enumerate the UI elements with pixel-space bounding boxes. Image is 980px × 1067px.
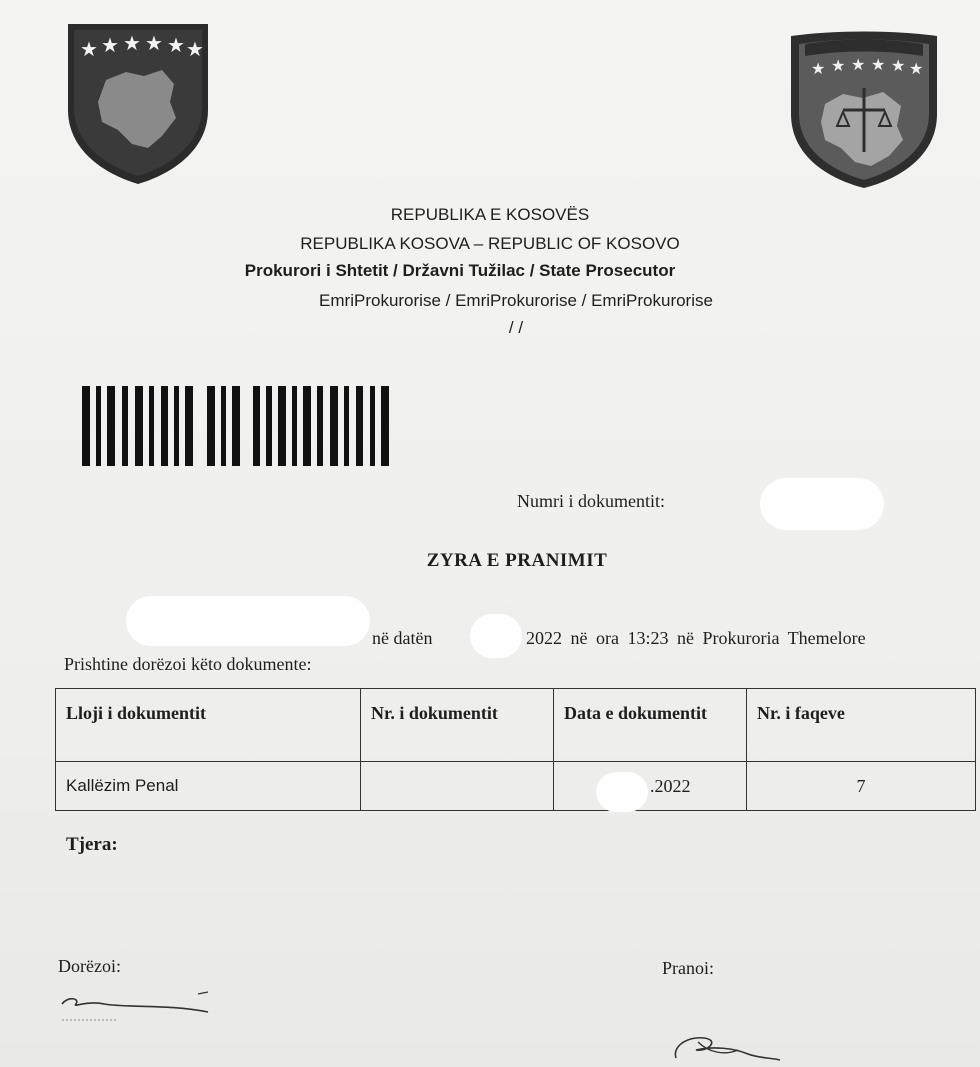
- svg-text:★: ★: [909, 59, 924, 78]
- cell-document-date: .2022: [554, 762, 747, 811]
- statement-date-label: në datën: [372, 628, 433, 648]
- header-page-count: Nr. i faqeve: [747, 689, 976, 762]
- cell-page-count: 7: [747, 762, 976, 811]
- cell-document-number: [361, 762, 554, 811]
- header-document-date: Data e dokumentit: [554, 689, 747, 762]
- kosovo-coat-of-arms-emblem: [62, 18, 214, 186]
- svg-text:★: ★: [167, 33, 185, 57]
- other-label: Tjera:: [66, 834, 118, 855]
- document-number-label: Numri i dokumentit:: [517, 491, 665, 511]
- received-by-label: Pranoi:: [662, 958, 714, 978]
- header-reference: / /: [508, 318, 524, 337]
- prosecutor-seal-emblem: [785, 28, 943, 190]
- submitter-signature: [58, 986, 228, 1026]
- header-republic: REPUBLIKA KOSOVA – REPUBLIC OF KOSOVO: [300, 234, 680, 253]
- submitted-by-label: Dorëzoi:: [58, 956, 121, 976]
- header-prosecutor: Prokurori i Shtetit / Državni Tužilac / State Prosecutor: [244, 261, 676, 280]
- barcode: [82, 386, 390, 466]
- receiver-signature: [668, 1028, 788, 1067]
- statement-submitted-documents: Prishtine dorëzoi këto dokumente:: [64, 654, 312, 674]
- table-row: [56, 762, 976, 811]
- table-header-row: [56, 689, 976, 762]
- svg-text:★: ★: [851, 55, 866, 74]
- svg-text:★: ★: [145, 31, 163, 55]
- svg-text:★: ★: [871, 55, 886, 74]
- svg-text:★: ★: [186, 37, 204, 61]
- redaction-document-number: [760, 478, 884, 530]
- svg-text:★: ★: [831, 56, 846, 75]
- header-country: REPUBLIKA E KOSOVËS: [390, 205, 590, 224]
- header-prosecutor-office: EmriProkurorise / EmriProkurorise / EmriProkurorise: [319, 291, 713, 310]
- svg-text:★: ★: [891, 56, 906, 75]
- documents-table: [55, 688, 976, 811]
- svg-text:★: ★: [80, 37, 98, 61]
- redaction-date: [470, 614, 522, 658]
- redaction-submitter-name: [126, 596, 370, 646]
- svg-text:★: ★: [123, 31, 141, 55]
- cell-document-type: Kallëzim Penal: [56, 762, 361, 811]
- svg-text:★: ★: [811, 59, 826, 78]
- svg-text:★: ★: [101, 33, 119, 57]
- redaction-document-date: [596, 772, 648, 812]
- office-title: ZYRA E PRANIMIT: [426, 550, 608, 571]
- header-document-number: Nr. i dokumentit: [361, 689, 554, 762]
- statement-time-location: 2022 në ora 13:23 në Prokuroria Themelore: [526, 628, 866, 648]
- header-document-type: Lloji i dokumentit: [56, 689, 361, 762]
